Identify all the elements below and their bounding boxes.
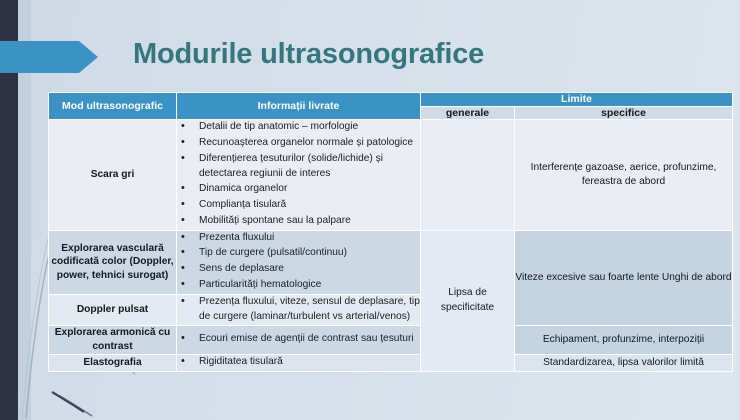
list-item: • Prezenta fluxului (177, 231, 420, 246)
cell-general-limit-merged: Lipsa de specificitate (421, 230, 515, 371)
cell-general-limit-0 (421, 120, 515, 230)
cell-mode-1: Explorarea vasculară codificată color (Doppler, power, tehnici surogat) (49, 230, 177, 294)
list-item: • Particularități hematologice (177, 278, 420, 293)
cell-info-3 (177, 326, 421, 355)
table-row (49, 354, 733, 371)
cell-info-1 (177, 230, 421, 294)
list-item: • Complianța tisulară (177, 198, 420, 213)
list-item: • Sens de deplasare (177, 262, 420, 277)
list-item: • Tip de curgere (pulsatil/continuu) (177, 246, 420, 261)
cell-info-0 (177, 120, 421, 230)
cell-info-2 (177, 294, 421, 326)
modes-table-container (48, 92, 732, 372)
arrow-banner-icon (0, 41, 98, 73)
cell-specific-3: Echipament, profunzime, interpoziții (515, 326, 733, 355)
list-item: • Diferențierea țesuturilor (solide/lichide) și detectarea regiunii de interes (177, 152, 420, 182)
cell-mode-0: Scara gri (49, 120, 177, 230)
cell-mode-2: Doppler pulsat (49, 294, 177, 326)
table-row (49, 230, 733, 294)
cell-mode-4: Elastografia (49, 354, 177, 371)
list-item: • Rigiditatea tisulară (177, 355, 420, 370)
list-item: • Prezența fluxului, viteze, sensul de deplasare, tip de curgere (laminar/turbulent vs arterial/venos) (177, 295, 420, 325)
list-item: • Dinamica organelor (177, 182, 420, 197)
cell-mode-3: Explorarea armonică cu contrast (49, 326, 177, 355)
list-item: • Ecouri emise de agenții de contrast sau țesuturi (177, 332, 420, 347)
list-item: • Detalii de tip anatomic – morfologie (177, 120, 420, 135)
table-header-row-1 (49, 93, 733, 107)
page-title: Modurile ultrasonografice (133, 38, 485, 70)
cell-specific-0: Interferențe gazoase, aerice, profunzime, fereastra de abord (515, 120, 733, 230)
cell-info-4 (177, 354, 421, 371)
header-info: Informații livrate (177, 93, 421, 120)
header-limits: Limite (421, 93, 733, 107)
cell-specific-merged: Viteze excesive sau foarte lente Unghi de abord (515, 230, 733, 326)
list-item: • Mobilități spontane sau la palpare (177, 214, 420, 229)
list-item: • Recunoașterea organelor normale și patologice (177, 136, 420, 151)
header-limits-general: generale (421, 106, 515, 120)
table-row (49, 120, 733, 230)
ultrasound-modes-table (48, 92, 733, 372)
table-row (49, 326, 733, 355)
header-mode: Mod ultrasonografic (49, 93, 177, 120)
header-limits-specific: specifice (515, 106, 733, 120)
cell-specific-4: Standardizarea, lipsa valorilor limită (515, 354, 733, 371)
